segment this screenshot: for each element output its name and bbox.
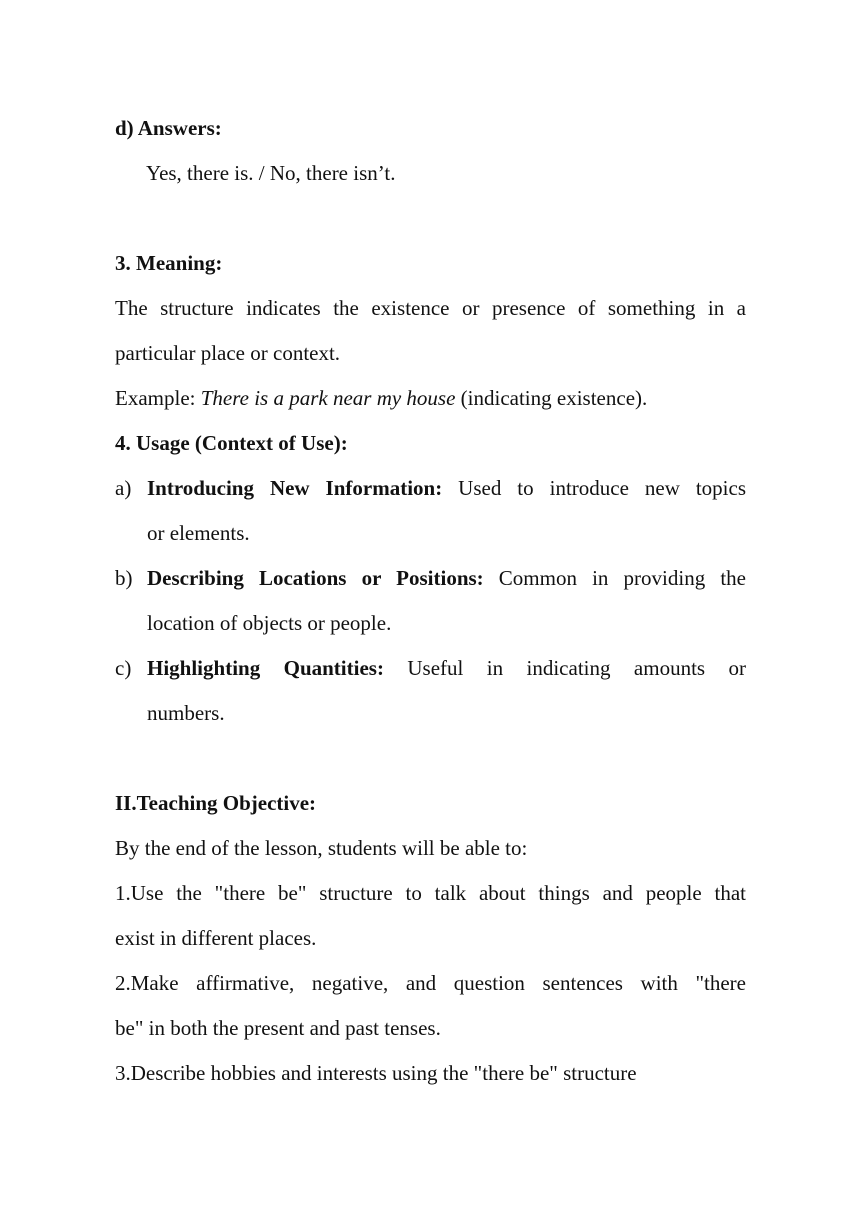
example-sentence: There is a park near my house [200, 386, 456, 410]
usage-item-a-text: Used to introduce new topics [442, 476, 746, 500]
meaning-example [115, 384, 647, 412]
example-prefix: Example: [115, 386, 201, 410]
usage-item-a-label: Introducing New Information: [147, 476, 443, 500]
meaning-heading: 3. Meaning: [115, 251, 223, 275]
usage-item-a-marker: a) [115, 476, 132, 500]
usage-item-b-text: Common in providing the [483, 566, 746, 590]
usage-item-b-marker: b) [115, 566, 133, 590]
usage-item-c-label: Highlighting Quantities: [147, 656, 384, 680]
usage-item-c-line-1 [147, 654, 746, 682]
usage-heading: 4. Usage (Context of Use): [115, 431, 348, 455]
objective-item-2-line-2: be" in both the present and past tenses. [115, 1016, 441, 1040]
objective-item-1-line-1: 1.Use the "there be" structure to talk about things and people that [115, 881, 746, 905]
usage-item-c-marker: c) [115, 656, 132, 680]
usage-item-c-text: Useful in indicating amounts or [383, 656, 746, 680]
usage-item-a-line-2: or elements. [147, 521, 250, 545]
objective-item-3: 3.Describe hobbies and interests using the "there be" structure [115, 1061, 637, 1085]
usage-item-c-line-2: numbers. [147, 701, 225, 725]
answers-heading: d) Answers: [115, 116, 222, 140]
usage-item-b-line-2: location of objects or people. [147, 611, 392, 635]
meaning-line-2: particular place or context. [115, 341, 341, 365]
example-suffix: (indicating existence). [455, 386, 648, 410]
objective-item-1-line-2: exist in different places. [115, 926, 317, 950]
usage-item-b-line-1 [147, 564, 746, 592]
objective-heading: II.Teaching Objective: [115, 791, 317, 815]
meaning-line-1: The structure indicates the existence or presence of something in a [115, 296, 746, 320]
usage-item-a-line-1 [147, 474, 746, 502]
objective-item-2-line-1: 2.Make affirmative, negative, and question sentences with "there [115, 971, 746, 995]
answers-text: Yes, there is. / No, there isn’t. [146, 161, 396, 185]
usage-item-b-label: Describing Locations or Positions: [147, 566, 484, 590]
objective-intro: By the end of the lesson, students will be able to: [115, 836, 528, 860]
